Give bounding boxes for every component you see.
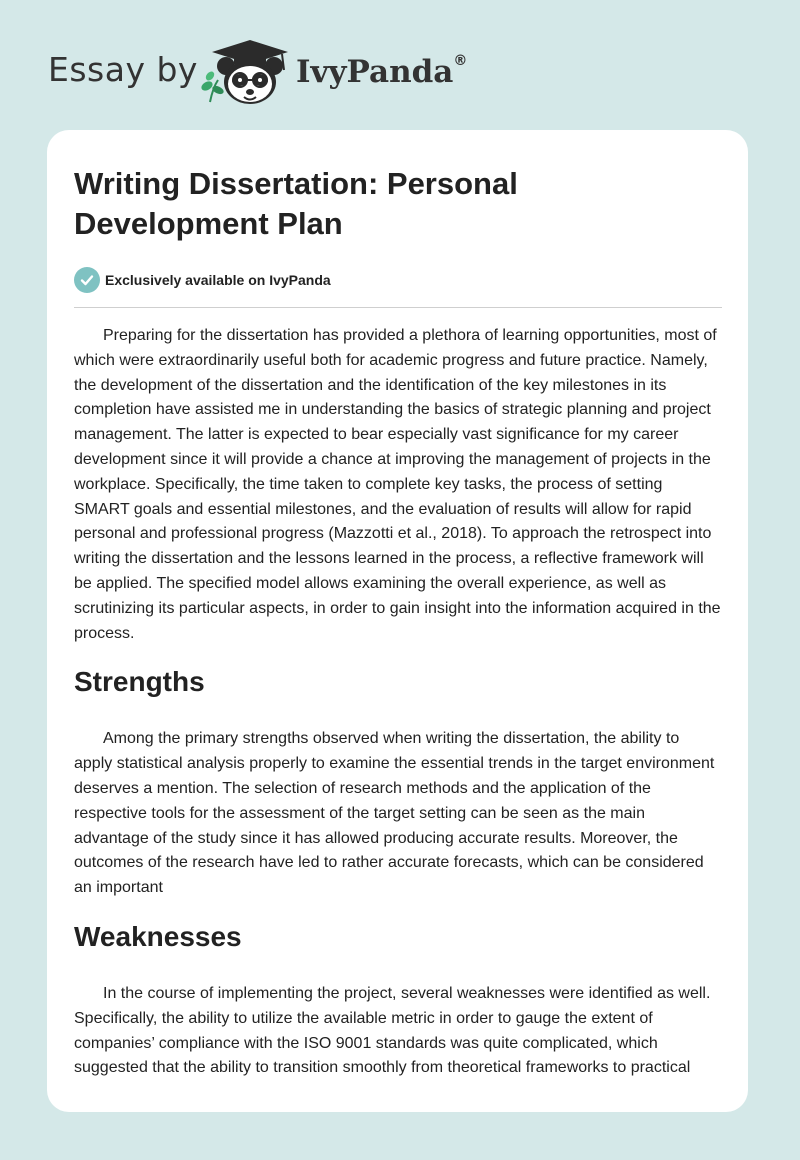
- article-card: [47, 130, 748, 1112]
- divider: [74, 307, 722, 308]
- section-paragraph-weaknesses: In the course of implementing the project, several weaknesses were identified as well. Specifically, the ability to utilize the available metric in order to gauge the extent of companies’ compliance with the ISO 9001 standards was quite complicated, which suggested that the ability to transition smoothly from theoretical frameworks to practical: [74, 984, 711, 1077]
- brand-name: IvyPanda: [296, 54, 454, 90]
- section-heading-strengths: Strengths: [74, 666, 205, 698]
- article-title: Writing Dissertation: Personal Development Plan: [74, 166, 518, 241]
- panda-graduate-icon: [198, 36, 294, 108]
- exclusive-badge: [74, 266, 721, 294]
- site-header: [0, 0, 800, 120]
- brand-logo-text: [296, 54, 467, 90]
- section-heading-weaknesses: Weaknesses: [74, 920, 242, 952]
- intro-paragraph: Preparing for the dissertation has provided a plethora of learning opportunities, most of which were extraordinarily useful both for academic progress and future practice. Namely, the development of the dissertation and the identification of the key milestones in its completion have assisted me in understanding the basics of strategic planning and project management. The latter is expected to bear especially vast significance for my career development since it will provide a chance at improving the management of projects in the workplace. Specifically, the time taken to complete key tasks, the process of setting SMART goals and essential milestones, and the evaluation of results will allow for rapid personal and professional progress (Mazzotti et al., 2018). To approach the retrospect into writing the dissertation and the lessons learned in the process, a reflective framework will be applied. The specified model allows examining the overall experience, as well as scrutinizing its particular aspects, in order to gain insight into the information acquired in the process.: [74, 327, 721, 642]
- essay-by-label: Essay by: [48, 50, 198, 89]
- registered-mark: ®: [453, 52, 468, 69]
- section-paragraph-strengths: Among the primary strengths observed when writing the dissertation, the ability to apply statistical analysis properly to examine the essential trends in the target environment deserves a mention. The selection of research methods and the application of the respective tools for the assessment of the target setting can be seen as the main advantage of the study since it has allowed producing accurate results. Moreover, the outcomes of the research have led to rather accurate forecasts, which can be considered an important: [74, 730, 715, 897]
- exclusive-label: Exclusively available on IvyPanda: [105, 272, 331, 288]
- checkmark-icon: [74, 267, 100, 293]
